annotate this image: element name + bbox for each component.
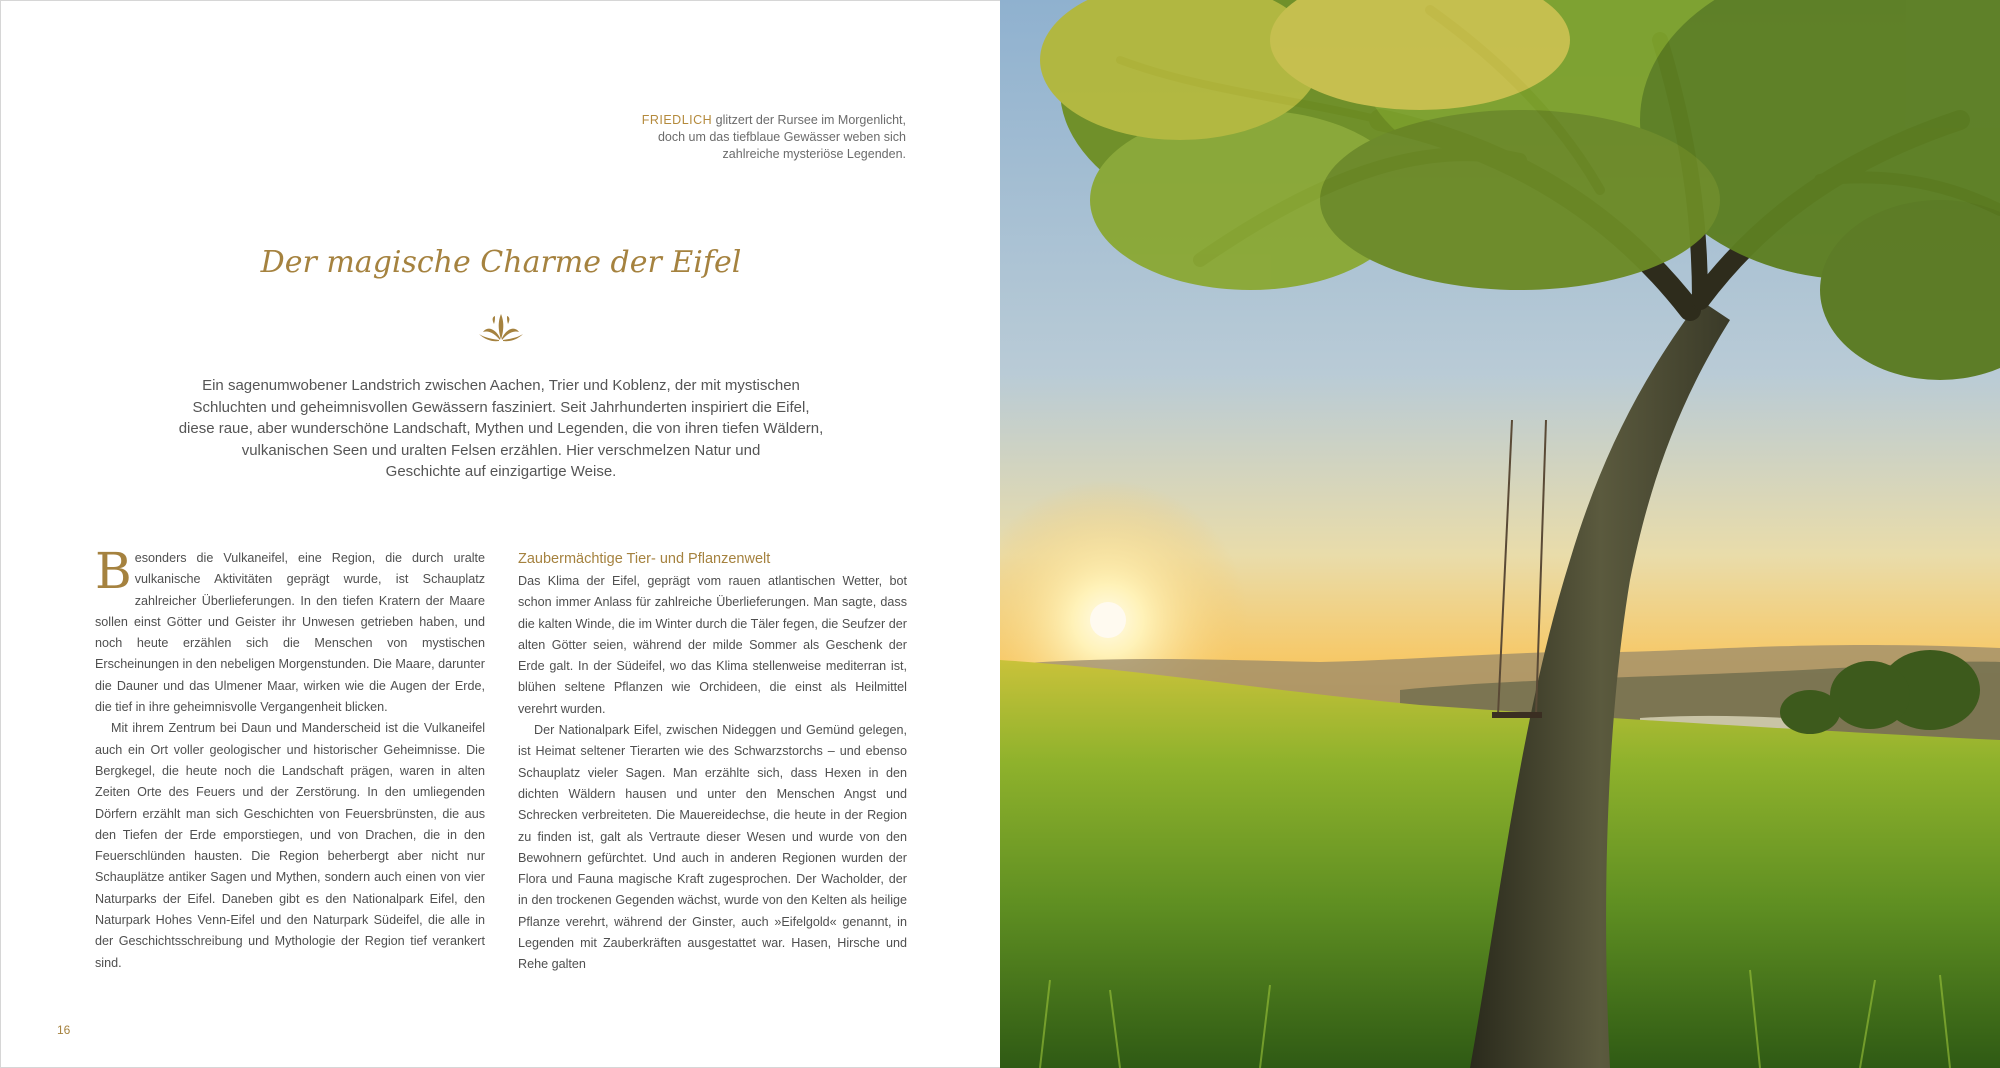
page-number: 16 (57, 1023, 71, 1037)
body-paragraph-text: esonders die Vulkaneifel, eine Region, die durch uralte vulkanische Aktivitäten geprägt wurde, ist Schauplatz zahlreicher Überlieferungen. In den tiefen Kratern der Maare sollen einst Götter und Geister ihr Unwesen getrieben haben, und noch heute erzählen sich die Menschen von mystischen Erscheinungen in den nebeligen Morgenstunden. Die Maare, darunter die Dauner und das Ulmener Maar, wirken wie die Augen der Erde, die tief in ihre geheimnisvolle Vergangenheit blicken. (95, 551, 485, 715)
caption-line-1: glitzert der Rursee im Morgenlicht, (712, 113, 906, 127)
body-column-left (95, 542, 485, 974)
floral-ornament-icon (477, 310, 525, 346)
chapter-title: Der magische Charme der Eifel (260, 245, 742, 280)
section-subheading: Zaubermächtige Tier- und Pflanzenwelt (518, 551, 771, 567)
drop-cap: B (95, 542, 132, 600)
caption-line-2: doch um das tiefblaue Gewässer weben sich (657, 130, 906, 144)
intro-line: Geschichte auf einzigartige Weise. (385, 463, 617, 480)
intro-line: Ein sagenumwobener Landstrich zwischen Aachen, Trier und Koblenz, der mit mystischen (202, 377, 800, 394)
body-paragraph (95, 542, 485, 718)
landscape-photo (1000, 0, 2000, 1068)
body-paragraph: Das Klima der Eifel, geprägt vom rauen atlantischen Wetter, bot schon immer Anlass für zahlreiche Überlieferungen. Man sagte, dass die kalten Winde, die im Winter durch die Täler fegen, die Seufzer der alten Götter seien, während der milde Sommer als Geschenk der Erde galt. In der Südeifel, wo das Klima stellenweise mediterran ist, blühen seltene Pflanzen wie Orchideen, die einst als Heilmittel verehrt wurden. (518, 574, 907, 716)
caption-line-3: zahlreiche mysteriöse Legenden. (722, 147, 906, 161)
body-paragraph: Der Nationalpark Eifel, zwischen Nideggen und Gemünd gelegen, ist Heimat seltener Tierarten wie des Schwarzstorchs – und ebenso Schauplatz vieler Sagen. Man erzählte sich, dass Hexen in den dichten Wäldern hausen und unter den Menschen Angst und Schrecken verbreiteten. Die Mauereidechse, die heute in der Region zu finden ist, galt als Vertraute dieser Wesen und wurde von den Bewohnern gefürchtet. Und auch in anderen Regionen wurden der Flora und Fauna magische Kraft zugesprochen. Der Wacholder, der in den trockenen Gegenden wächst, wurde von den Kelten als heilige Pflanze verehrt, während der Ginster, auch »Eifelgold« genannt, in Legenden mit Zauberkräften ausgestattet war. Hasen, Hirsche und Rehe galten (518, 723, 907, 972)
body-paragraph: Mit ihrem Zentrum bei Daun und Manderscheid ist die Vulkaneifel auch ein Ort voller geologischer und historischer Geheimnisse. Die Bergkegel, die heute noch die Landschaft prägen, waren in alten Zeiten Orte des Feuers und der Zerstörung. In den umliegenden Dörfern erzählt man sich Geschichten von Feuersbrünsten, die aus den Tiefen der Erde emporstiegen, und von Drachen, die in den Feuerschlünden hausten. Die Region beherbergt aber nicht nur Schauplätze antiker Sagen und Mythen, sondern auch einen von vier Naturparks der Eifel. Daneben gibt es den Nationalpark Eifel, den Naturpark Hohes Venn-Eifel und den Naturpark Südeifel, die alle in der Geschichtsschreibung und Mythologie der Region tief verankert sind. (95, 721, 485, 970)
intro-line: Schluchten und geheimnisvollen Gewässern fasziniert. Seit Jahrhunderten inspiriert die Eifel, (192, 398, 810, 416)
intro-line: vulkanischen Seen und uralten Felsen erzählen. Hier verschmelzen Natur und (241, 441, 761, 459)
photo-caption (606, 112, 906, 163)
caption-lead: FRIEDLICH (641, 113, 713, 127)
intro-line: diese raue, aber wunderschöne Landschaft, Mythen und Legenden, die von ihren tiefen Wäldern, (178, 420, 824, 437)
body-column-right (518, 548, 907, 976)
tree-swing-sunrise-image (1000, 0, 2000, 1068)
intro-paragraph (173, 375, 829, 483)
